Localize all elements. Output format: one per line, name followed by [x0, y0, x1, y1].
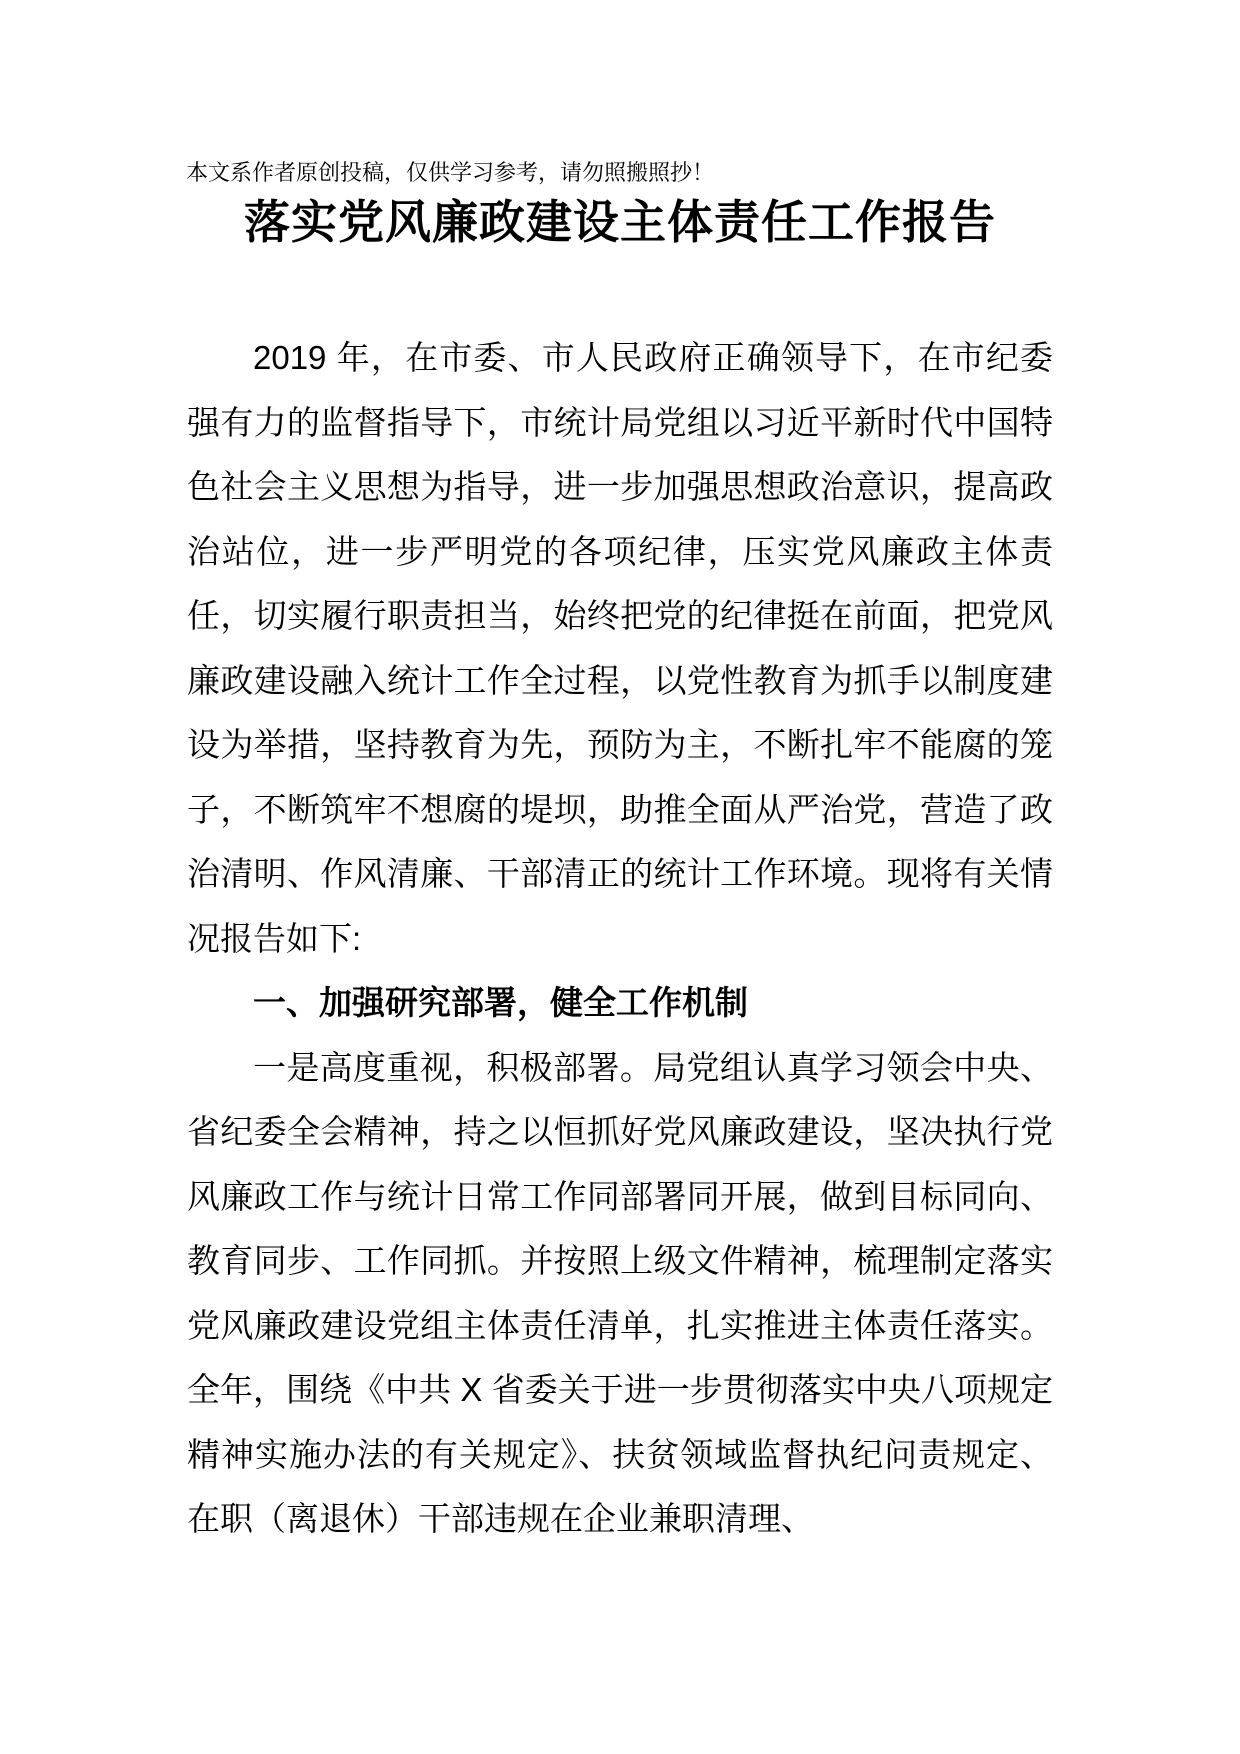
document-title: 落实党风廉政建设主体责任工作报告 [244, 196, 996, 248]
section-1-heading: 一、加强研究部署，健全工作机制 [253, 984, 748, 1021]
section-1-paragraph: 一是高度重视，积极部署。局党组认真学习领会中央、省纪委全会精神，持之以恒抓好党风廉政建设，坚决执行党风廉政工作与统计日常工作同部署同开展，做到目标同向、教育同步、工作同抓。并按照上级文件精神，梳理制定落实党风廉政建设党组主体责任清单，扎实推进主体责任落实。全年，围绕《中共 X 省委关于进一步贯彻落实中央八项规定精神实施办法的有关规定》、扶贫领域监督执纪问责规定、在职（离退休）干部违规在企业兼职清理、 [187, 1048, 1053, 1537]
document-body [187, 326, 1053, 1552]
intro-paragraph: 2019 年，在市委、市人民政府正确领导下，在市纪委强有力的监督指导下，市统计局党组以习近平新时代中国特色社会主义思想为指导，进一步加强思想政治意识，提高政治站位，进一步严明党的各项纪律，压实党风廉政主体责任，切实履行职责担当，始终把党的纪律挺在前面，把党风廉政建设融入统计工作全过程，以党性教育为抓手以制度建设为举措，坚持教育为先，预防为主，不断扎牢不能腐的笼子，不断筑牢不想腐的堤坝，助推全面从严治党，营造了政治清明、作风清廉、干部清正的统计工作环境。现将有关情况报告如下: [187, 339, 1053, 957]
disclaimer-note: 本文系作者原创投稿，仅供学习参考，请勿照搬照抄！ [186, 160, 715, 185]
